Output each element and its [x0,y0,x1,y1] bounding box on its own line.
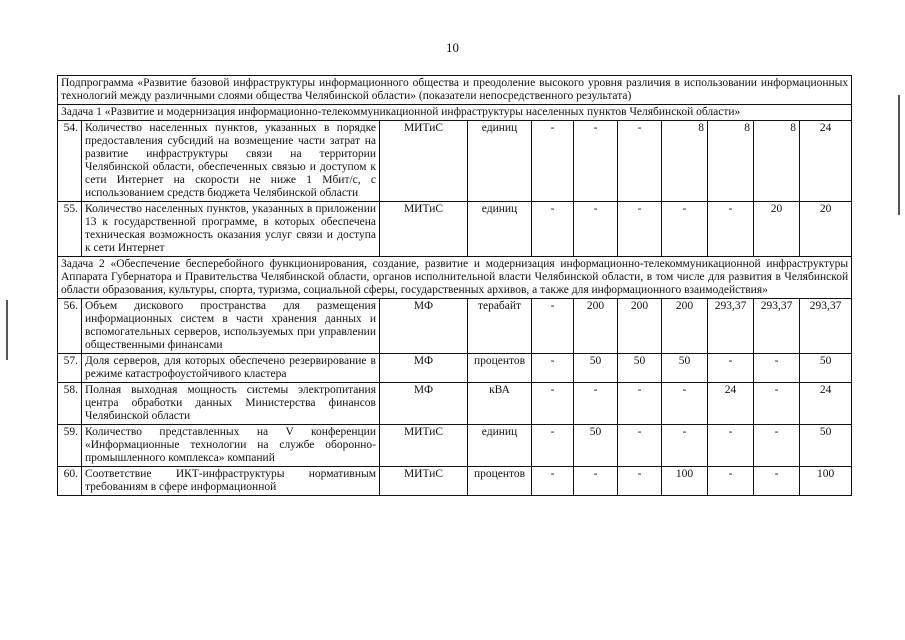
value-cell: - [574,467,618,496]
value-cell: - [618,383,662,425]
table-row [58,354,852,383]
scan-edge-mark [898,95,900,215]
responsible-org: МИТиС [380,425,468,467]
value-cell: 200 [618,299,662,354]
value-cell: 50 [574,354,618,383]
responsible-org: МФ [380,383,468,425]
value-cell: 20 [754,202,800,257]
subprogram-title: Подпрограмма «Развитие базовой инфраструктуры информационного общества и преодоление высокого уровня различия в использовании информационных технологий между различными слоями общества Челябинской области» (показатели непосредственного результата) [58,76,852,105]
value-cell: 50 [574,425,618,467]
row-number: 55. [58,202,82,257]
value-cell: 50 [662,354,708,383]
page-number: 10 [446,40,459,55]
responsible-org: МФ [380,354,468,383]
indicator-name: Количество населенных пунктов, указанных в приложении 13 к государственной программе, в которых обеспечена техническая возможность оказания услуг связи и доступа к сети Интернет [82,202,380,257]
value-cell: 293,37 [708,299,754,354]
subprogram-row [58,76,852,105]
indicator-name: Доля серверов, для которых обеспечено резервирование в режиме катастрофоустойчивого кластера [82,354,380,383]
value-cell: 200 [662,299,708,354]
unit: процентов [468,467,532,496]
row-number: 57. [58,354,82,383]
value-cell: - [618,425,662,467]
value-cell: - [662,425,708,467]
row-number: 56. [58,299,82,354]
task2-title: Задача 2 «Обеспечение бесперебойного функционирования, создание, развитие и модернизация информационно-телекоммуникационной инфраструктуры Аппарата Губернатора и Правительства Челябинской области, органов исполнительной власти Челябинской области, в том числе для развития в Челябинской области образования, культуры, спорта, туризма, социальной сферы, государственных архивов, а также для информационного взаимодействия» [58,257,852,299]
indicator-name: Количество населенных пунктов, указанных в порядке предоставления субсидий на возмещение части затрат на развитие инфраструктуры связи на территории Челябинской области, обеспеченных связью и доступом к сети Интернет на скорости не ниже 1 Мбит/с, с использованием средств бюджета Челябинской области [82,121,380,202]
value-cell: - [574,202,618,257]
table-row [58,425,852,467]
indicator-name: Полная выходная мощность системы электропитания центра обработки данных Министерства финансов Челябинской области [82,383,380,425]
unit: единиц [468,202,532,257]
responsible-org: МИТиС [380,467,468,496]
unit: терабайт [468,299,532,354]
value-cell: - [754,383,800,425]
value-cell: - [532,354,574,383]
value-cell: - [618,202,662,257]
value-cell: - [532,121,574,202]
value-cell: - [532,467,574,496]
value-cell: 24 [708,383,754,425]
indicators-table [57,75,852,496]
value-cell: 50 [800,425,852,467]
value-cell: 100 [662,467,708,496]
unit: кВА [468,383,532,425]
value-cell: 100 [800,467,852,496]
value-cell: - [754,467,800,496]
value-cell: - [662,383,708,425]
unit: единиц [468,425,532,467]
value-cell: - [574,121,618,202]
responsible-org: МИТиС [380,202,468,257]
indicator-name: Соответствие ИКТ-инфраструктуры нормативным требованиям в сфере информационной [82,467,380,496]
value-cell: - [618,121,662,202]
unit: единиц [468,121,532,202]
responsible-org: МФ [380,299,468,354]
unit: процентов [468,354,532,383]
indicator-name: Количество представленных на V конференции «Информационные технологии на службе оборонно-промышленного комплекса» компаний [82,425,380,467]
row-number: 54. [58,121,82,202]
value-cell: - [618,467,662,496]
value-cell: - [754,354,800,383]
value-cell: 8 [708,121,754,202]
task1-title: Задача 1 «Развитие и модернизация информационно-телекоммуникационной инфраструктуры населенных пунктов Челябинской области» [58,105,852,121]
value-cell: - [532,299,574,354]
value-cell: 200 [574,299,618,354]
value-cell: 50 [800,354,852,383]
value-cell: 8 [662,121,708,202]
value-cell: 293,37 [800,299,852,354]
value-cell: - [574,383,618,425]
task-row [58,257,852,299]
value-cell: - [708,202,754,257]
value-cell: - [532,383,574,425]
table-row [58,121,852,202]
table-row [58,299,852,354]
value-cell: - [708,354,754,383]
row-number: 59. [58,425,82,467]
row-number: 60. [58,467,82,496]
scan-edge-mark [6,300,8,360]
value-cell: 50 [618,354,662,383]
value-cell: 24 [800,383,852,425]
responsible-org: МИТиС [380,121,468,202]
value-cell: 8 [754,121,800,202]
table-row [58,467,852,496]
value-cell: - [754,425,800,467]
value-cell: 24 [800,121,852,202]
value-cell: - [532,425,574,467]
table-row [58,202,852,257]
value-cell: 20 [800,202,852,257]
value-cell: - [532,202,574,257]
value-cell: - [708,467,754,496]
indicator-name: Объем дискового пространства для размещения информационных систем в части хранения данных и вспомогательных серверов, используемых при управлении общественными финансами [82,299,380,354]
value-cell: - [708,425,754,467]
value-cell: - [662,202,708,257]
value-cell: 293,37 [754,299,800,354]
table-row [58,383,852,425]
task-row [58,105,852,121]
row-number: 58. [58,383,82,425]
